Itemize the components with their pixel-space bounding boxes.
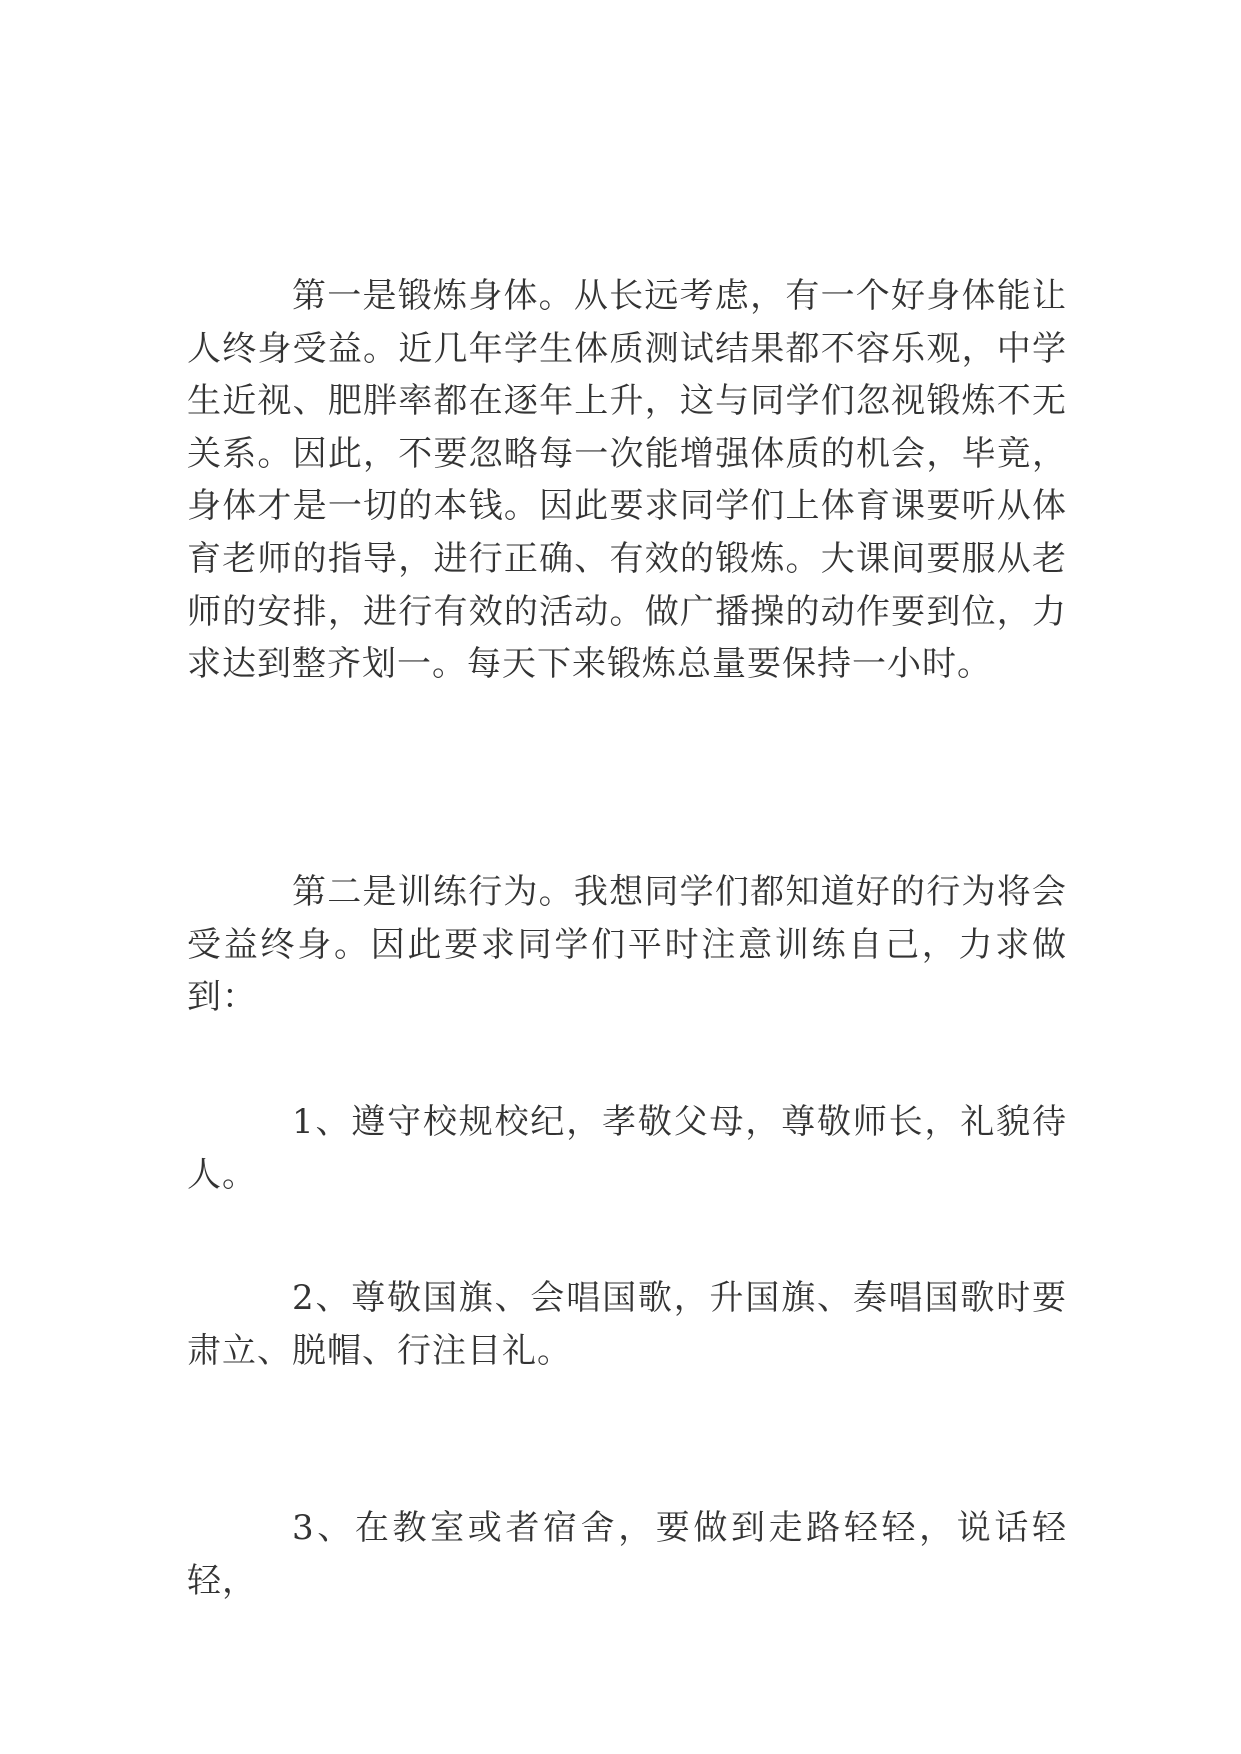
paragraph-behavior: 第二是训练行为。我想同学们都知道好的行为将会受益终身。因此要求同学们平时注意训练自己，力求做到： xyxy=(187,872,1067,1018)
list-item-3: 3、在教室或者宿舍，要做到走路轻轻，说话轻轻， xyxy=(187,1508,1067,1601)
paragraph-exercise: 第一是锻炼身体。从长远考虑，有一个好身体能让人终身受益。近几年学生体质测试结果都不容乐观，中学生近视、肥胖率都在逐年上升，这与同学们忽视锻炼不无关系。因此，不要忽略每一次能增强体质的机会，毕竟，身体才是一切的本钱。因此要求同学们上体育课要听从体育老师的指导，进行正确、有效的锻炼。大课间要服从老师的安排，进行有效的活动。做广播操的动作要到位，力求达到整齐划一。每天下来锻炼总量要保持一小时。 xyxy=(187,276,1067,685)
list-item-2: 2、尊敬国旗、会唱国歌，升国旗、奏唱国歌时要肃立、脱帽、行注目礼。 xyxy=(187,1278,1067,1371)
list-item-1: 1、遵守校规校纪，孝敬父母，尊敬师长，礼貌待人。 xyxy=(187,1102,1067,1195)
